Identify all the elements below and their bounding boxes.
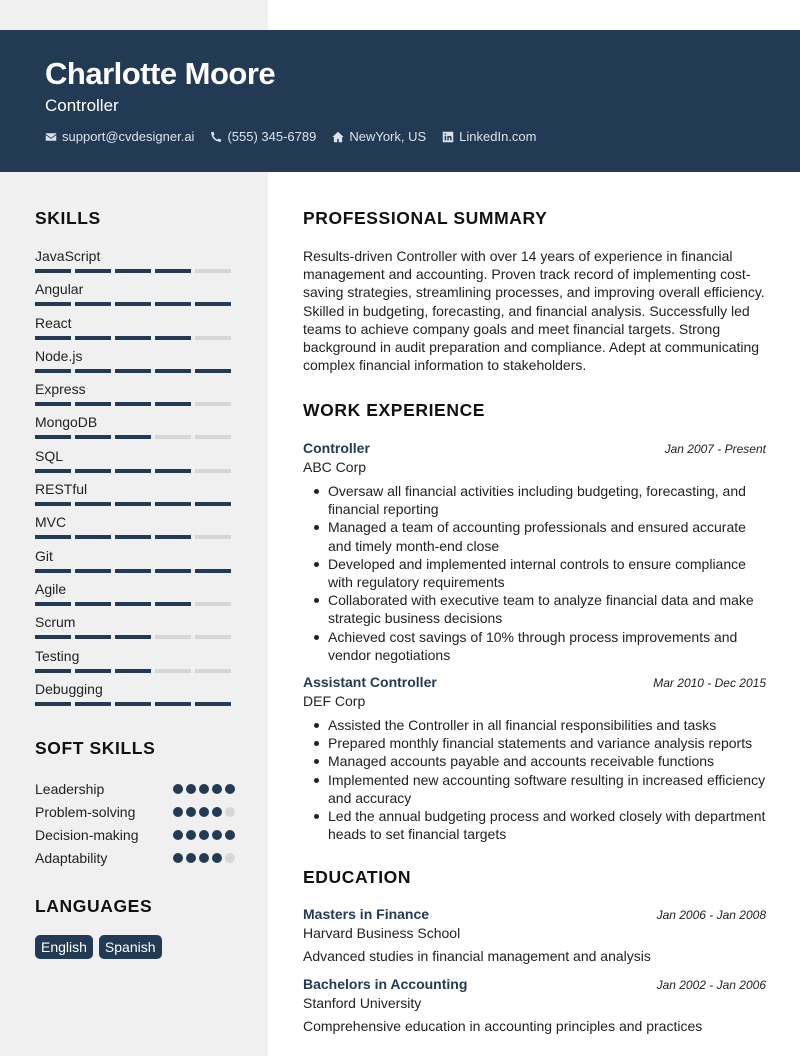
skill-name: MVC [35, 514, 67, 531]
language-badge: English [35, 935, 93, 959]
phone-icon [210, 131, 222, 143]
job-bullet: Oversaw all financial activities including budgeting, forecasting, and financial reporting [303, 482, 766, 518]
skill-level-segment [35, 702, 71, 706]
skill-name: Debugging [35, 680, 103, 697]
skill-name: Node.js [35, 347, 83, 364]
skill-level-segment [155, 669, 191, 673]
skill-level-segment [115, 535, 151, 539]
skill-level-bar [35, 369, 235, 373]
skill-level-segment [115, 369, 151, 373]
skill-level-segment [75, 269, 111, 273]
job-bullet: Prepared monthly financial statements and variance analysis reports [303, 734, 766, 752]
soft-skill-name: Decision-making [35, 826, 139, 843]
contact-phone[interactable] [210, 129, 316, 144]
skill-item [35, 448, 235, 481]
education-school: Harvard Business School [303, 925, 461, 941]
job-header [303, 440, 766, 456]
skill-name: JavaScript [35, 248, 101, 264]
skill-level-segment [75, 635, 111, 639]
soft-skill-item [35, 846, 235, 869]
contact-bar [45, 129, 537, 144]
rating-dot [212, 807, 222, 817]
rating-dot [173, 807, 183, 817]
skill-level-segment [115, 336, 151, 340]
skill-level-segment [75, 369, 111, 373]
soft-skill-rating [173, 853, 235, 863]
job-bullet: Managed accounts payable and accounts receivable functions [303, 752, 766, 770]
skill-name: MongoDB [35, 414, 98, 431]
skill-name: React [35, 314, 72, 331]
soft-skill-name: Problem-solving [35, 803, 136, 820]
skill-level-segment [35, 402, 71, 406]
skill-level-segment [35, 502, 71, 506]
contact-location-text: NewYork, US [349, 129, 427, 144]
skill-level-segment [35, 269, 71, 273]
skill-level-segment [195, 369, 231, 373]
rating-dot [199, 830, 209, 840]
soft-skill-item [35, 800, 235, 823]
skill-level-segment [115, 435, 151, 439]
envelope-icon [45, 131, 57, 143]
skill-item [35, 348, 235, 381]
skill-level-segment [195, 669, 231, 673]
skill-level-segment [155, 569, 191, 573]
skill-item [35, 248, 235, 281]
soft-skill-item [35, 823, 235, 846]
skill-item [35, 514, 235, 547]
resume-header [0, 30, 800, 172]
skill-level-bar [35, 302, 235, 306]
skill-level-segment [75, 402, 111, 406]
rating-dot [186, 807, 196, 817]
skill-level-segment [75, 569, 111, 573]
language-badge: Spanish [99, 935, 162, 959]
skill-level-segment [155, 369, 191, 373]
soft-skill-name: Leadership [35, 780, 105, 797]
skill-level-bar [35, 269, 235, 273]
skill-level-segment [115, 702, 151, 706]
skill-level-segment [115, 269, 151, 273]
skill-name: Angular [35, 281, 84, 298]
skill-name: Git [35, 547, 53, 564]
contact-linkedin-text: LinkedIn.com [459, 129, 537, 144]
job-bullet: Developed and implemented internal controls to ensure compliance with regulatory requirements [303, 555, 766, 591]
skill-level-segment [35, 635, 71, 639]
job-bullet: Led the annual budgeting process and worked closely with department heads to set financial targets [303, 807, 766, 843]
skill-level-segment [155, 702, 191, 706]
education-header [303, 976, 766, 992]
skill-level-segment [75, 502, 111, 506]
job-company: DEF Corp [303, 693, 366, 709]
rating-dot [173, 853, 183, 863]
skill-level-segment [115, 302, 151, 306]
job-date: Jan 2007 - Present [664, 442, 766, 456]
skill-level-segment [115, 602, 151, 606]
skill-level-segment [155, 635, 191, 639]
skill-level-segment [75, 602, 111, 606]
skill-level-segment [195, 569, 231, 573]
skill-level-segment [35, 602, 71, 606]
contact-phone-text: (555) 345-6789 [227, 129, 317, 144]
skill-level-segment [35, 569, 71, 573]
skill-level-segment [155, 469, 191, 473]
skill-item [35, 481, 235, 514]
job-bullet: Implemented new accounting software resulting in increased efficiency and accuracy [303, 771, 766, 807]
skill-level-segment [155, 269, 191, 273]
skill-level-segment [75, 469, 111, 473]
skill-level-segment [195, 702, 231, 706]
soft-skill-rating [173, 830, 235, 840]
skill-level-segment [115, 402, 151, 406]
skills-list [35, 248, 235, 714]
education-school: Stanford University [303, 995, 422, 1011]
summary-heading: PROFESSIONAL SUMMARY [303, 208, 548, 228]
linkedin-icon [442, 131, 454, 143]
skill-level-segment [195, 269, 231, 273]
rating-dot [173, 784, 183, 794]
skill-level-bar [35, 402, 235, 406]
languages-list [35, 935, 162, 959]
skill-level-segment [155, 336, 191, 340]
rating-dot [186, 830, 196, 840]
skill-level-segment [35, 435, 71, 439]
rating-dot [212, 830, 222, 840]
job-title: Controller [303, 440, 370, 456]
skill-level-segment [155, 502, 191, 506]
skill-level-segment [35, 369, 71, 373]
skill-level-segment [35, 535, 71, 539]
skill-level-bar [35, 502, 235, 506]
skill-item [35, 381, 235, 414]
skill-level-segment [115, 669, 151, 673]
job-entry [303, 674, 766, 843]
skill-level-bar [35, 635, 235, 639]
skill-name: Agile [35, 580, 67, 597]
contact-location [332, 129, 426, 144]
skill-level-segment [75, 669, 111, 673]
education-entry [303, 976, 766, 1034]
candidate-name: Charlotte Moore [45, 56, 276, 91]
skill-item [35, 548, 235, 581]
rating-dot [225, 853, 235, 863]
soft-skills-list [35, 777, 235, 869]
rating-dot [186, 853, 196, 863]
rating-dot [225, 830, 235, 840]
skill-level-bar [35, 702, 235, 706]
job-title: Assistant Controller [303, 674, 437, 690]
work-heading: WORK EXPERIENCE [303, 400, 486, 420]
skill-level-bar [35, 602, 235, 606]
education-degree: Bachelors in Accounting [303, 976, 468, 992]
skills-heading: SKILLS [35, 208, 101, 228]
skill-level-segment [155, 302, 191, 306]
skill-level-segment [115, 635, 151, 639]
home-icon [332, 131, 344, 143]
education-date: Jan 2006 - Jan 2008 [656, 908, 766, 922]
job-date: Mar 2010 - Dec 2015 [653, 676, 766, 690]
skill-level-segment [195, 336, 231, 340]
skill-item [35, 681, 235, 714]
skill-level-segment [35, 336, 71, 340]
rating-dot [199, 807, 209, 817]
job-bullet: Achieved cost savings of 10% through process improvements and vendor negotiations [303, 628, 766, 664]
rating-dot [199, 853, 209, 863]
contact-email-text: support@cvdesigner.ai [62, 129, 195, 144]
contact-linkedin[interactable] [442, 129, 536, 144]
skill-level-bar [35, 336, 235, 340]
skill-level-segment [195, 402, 231, 406]
contact-email[interactable] [45, 129, 194, 144]
skill-level-bar [35, 535, 235, 539]
skill-name: RESTful [35, 481, 88, 498]
skill-name: SQL [35, 447, 64, 464]
skill-level-segment [155, 402, 191, 406]
summary-text: Results-driven Controller with over 14 years of experience in financial management and accounting. Proven track record of implementing cost-saving strategies, streamlining processes, and improving overall efficiency. Skilled in budgeting, forecasting, and financial analysis. Successfully led teams to achieve company goals and meet financial targets. Strong background in audit preparation and compliance. Adept at communicating complex financial information to stakeholders. [303, 248, 765, 374]
skill-level-bar [35, 469, 235, 473]
skill-level-segment [195, 635, 231, 639]
education-entry [303, 906, 766, 964]
skill-item [35, 281, 235, 314]
skill-level-segment [115, 502, 151, 506]
skill-item [35, 315, 235, 348]
soft-skills-heading: SOFT SKILLS [35, 738, 156, 758]
soft-skill-rating [173, 784, 235, 794]
education-degree: Masters in Finance [303, 906, 430, 922]
skill-level-segment [75, 535, 111, 539]
job-bullets [303, 716, 766, 843]
skill-level-segment [35, 669, 71, 673]
skill-item [35, 581, 235, 614]
skill-item [35, 614, 235, 647]
skill-level-bar [35, 569, 235, 573]
job-bullets [303, 482, 766, 664]
skill-level-segment [75, 336, 111, 340]
skill-level-segment [195, 602, 231, 606]
skill-level-segment [195, 535, 231, 539]
skill-name: Testing [35, 647, 80, 664]
rating-dot [212, 784, 222, 794]
job-bullet: Assisted the Controller in all financial responsibilities and tasks [303, 716, 766, 734]
job-header [303, 674, 766, 690]
skill-level-segment [195, 435, 231, 439]
soft-skill-item [35, 777, 235, 800]
languages-heading: LANGUAGES [35, 896, 153, 916]
education-description: Advanced studies in financial management and analysis [303, 948, 651, 964]
skill-level-segment [75, 435, 111, 439]
soft-skill-name: Adaptability [35, 849, 108, 866]
rating-dot [225, 807, 235, 817]
education-description: Comprehensive education in accounting principles and practices [303, 1018, 703, 1034]
job-company: ABC Corp [303, 459, 367, 475]
education-date: Jan 2002 - Jan 2006 [656, 978, 766, 992]
candidate-title: Controller [45, 96, 119, 115]
skill-level-bar [35, 435, 235, 439]
rating-dot [199, 784, 209, 794]
education-heading: EDUCATION [303, 867, 412, 887]
skill-level-segment [115, 469, 151, 473]
skill-level-segment [75, 702, 111, 706]
skill-level-segment [35, 302, 71, 306]
skill-level-segment [155, 435, 191, 439]
skill-name: Express [35, 381, 86, 398]
skill-item [35, 648, 235, 681]
rating-dot [225, 784, 235, 794]
skill-item [35, 414, 235, 447]
skill-level-segment [35, 469, 71, 473]
skill-level-segment [115, 569, 151, 573]
education-header [303, 906, 766, 922]
skill-level-bar [35, 669, 235, 673]
skill-level-segment [155, 535, 191, 539]
skill-level-segment [195, 302, 231, 306]
soft-skill-rating [173, 807, 235, 817]
job-entry [303, 440, 766, 664]
rating-dot [186, 784, 196, 794]
rating-dot [173, 830, 183, 840]
job-bullet: Managed a team of accounting professionals and ensured accurate and timely month-end close [303, 518, 766, 554]
skill-level-segment [195, 502, 231, 506]
skill-level-segment [155, 602, 191, 606]
job-bullet: Collaborated with executive team to analyze financial data and make strategic business decisions [303, 591, 766, 627]
skill-name: Scrum [35, 614, 76, 631]
skill-level-segment [75, 302, 111, 306]
rating-dot [212, 853, 222, 863]
skill-level-segment [195, 469, 231, 473]
